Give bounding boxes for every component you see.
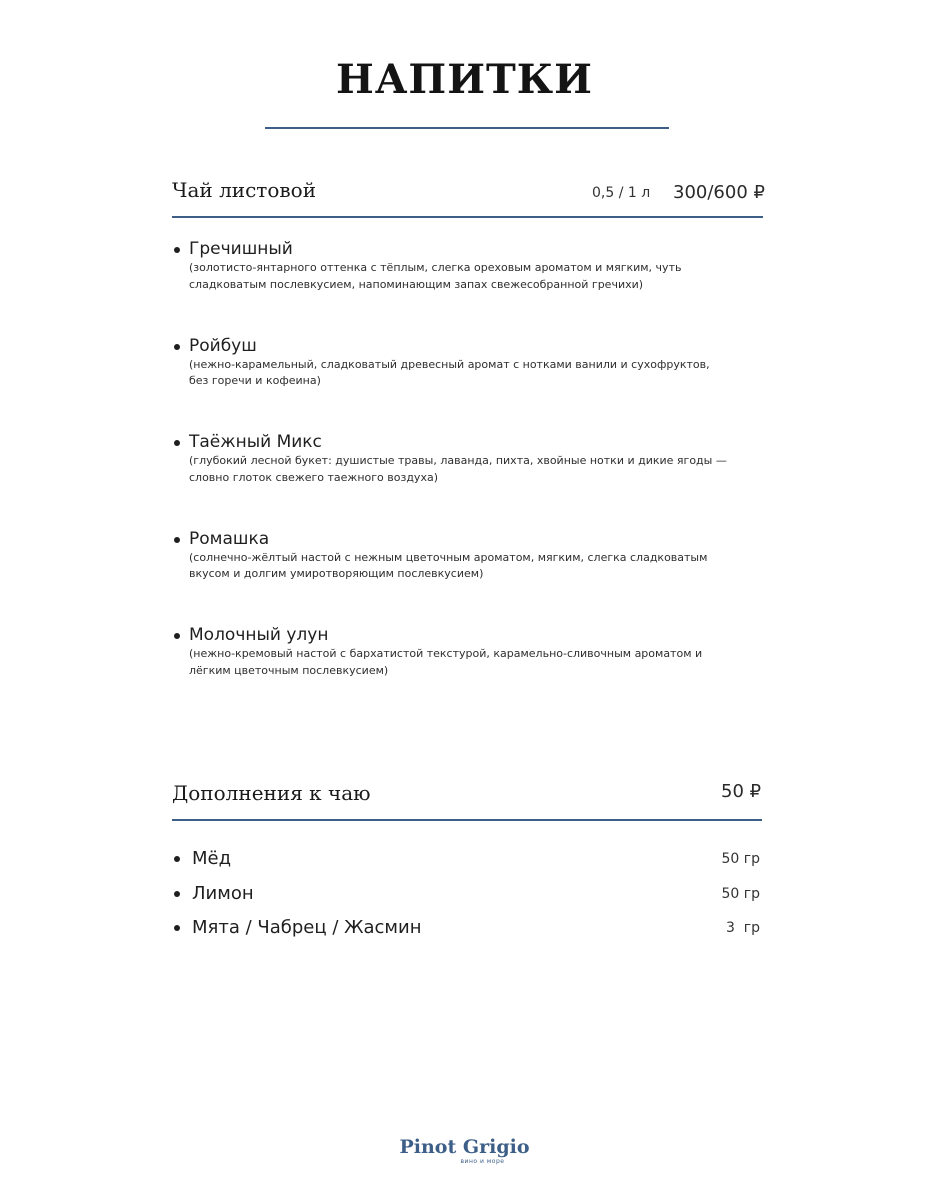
tea-description: (золотисто-янтарного оттенка с тёплым, слегка ореховым ароматом и мягким, чуть сладковатым послевкусием, напоминающим запах свежесобранной гречихи): [189, 261, 682, 291]
bullet: [174, 344, 180, 350]
tea-section-title: Чай листовой: [172, 178, 317, 202]
tea-section-divider: [172, 216, 763, 218]
bullet: [174, 247, 180, 253]
logo-name: Pinot Grigio: [399, 1136, 530, 1158]
tea-name: Ромашка: [189, 528, 270, 549]
tea-price: 300/600 ₽: [673, 182, 765, 203]
list-item: [172, 624, 732, 721]
list-item: [172, 528, 732, 625]
title-divider: [265, 127, 669, 129]
addon-name: Мёд: [192, 848, 232, 869]
list-item: [172, 431, 732, 528]
tea-description: (глубокий лесной букет: душистые травы, лаванда, пихта, хвойные нотки и дикие ягоды — словно глоток свежего таежного воздуха): [189, 454, 727, 484]
addons-section-divider: [172, 819, 762, 821]
bullet: [174, 925, 180, 931]
list-item: [172, 238, 732, 335]
bullet: [174, 856, 180, 862]
addons-price: 50 ₽: [721, 781, 762, 802]
tea-description: (солнечно-жёлтый настой с нежным цветочным ароматом, мягким, слегка сладковатым вкусом и долгим умиротворяющим послевкусием): [189, 550, 708, 580]
tea-name: Молочный улун: [189, 625, 329, 645]
bullet: [174, 440, 180, 446]
addon-list: [172, 846, 764, 950]
bullet: [174, 891, 180, 897]
logo-tagline: вино и море: [460, 1158, 505, 1165]
addons-section-title: Дополнения к чаю: [172, 781, 371, 805]
addon-amount: 3 гр: [725, 920, 760, 936]
tea-description: (нежно-карамельный, сладковатый древесный аромат с нотками ванили и сухофруктов, без горечи и кофеина): [189, 357, 710, 387]
list-item: [172, 915, 764, 950]
addon-amount: 50 гр: [721, 885, 760, 902]
addon-name: Мята / Чабрец / Жасмин: [192, 917, 422, 938]
tea-name: Ройбуш: [189, 335, 257, 356]
tea-volume: 0,5 / 1 л: [592, 185, 651, 201]
page-title: НАПИТКИ: [336, 56, 593, 103]
list-item: [172, 846, 764, 881]
tea-list: [172, 238, 732, 721]
addon-name: Лимон: [192, 882, 254, 904]
bullet: [174, 537, 180, 543]
tea-description: (нежно-кремовый настой с бархатистой текстурой, карамельно-сливочным ароматом и лёгким цветочным послевкусием): [189, 647, 703, 677]
list-item: [172, 335, 732, 432]
list-item: [172, 881, 764, 916]
tea-name: Таёжный Микс: [189, 432, 322, 452]
addon-amount: 50 гр: [721, 851, 760, 867]
tea-name: Гречишный: [189, 239, 293, 259]
bullet: [174, 633, 180, 639]
brand-logo: [0, 1136, 929, 1165]
